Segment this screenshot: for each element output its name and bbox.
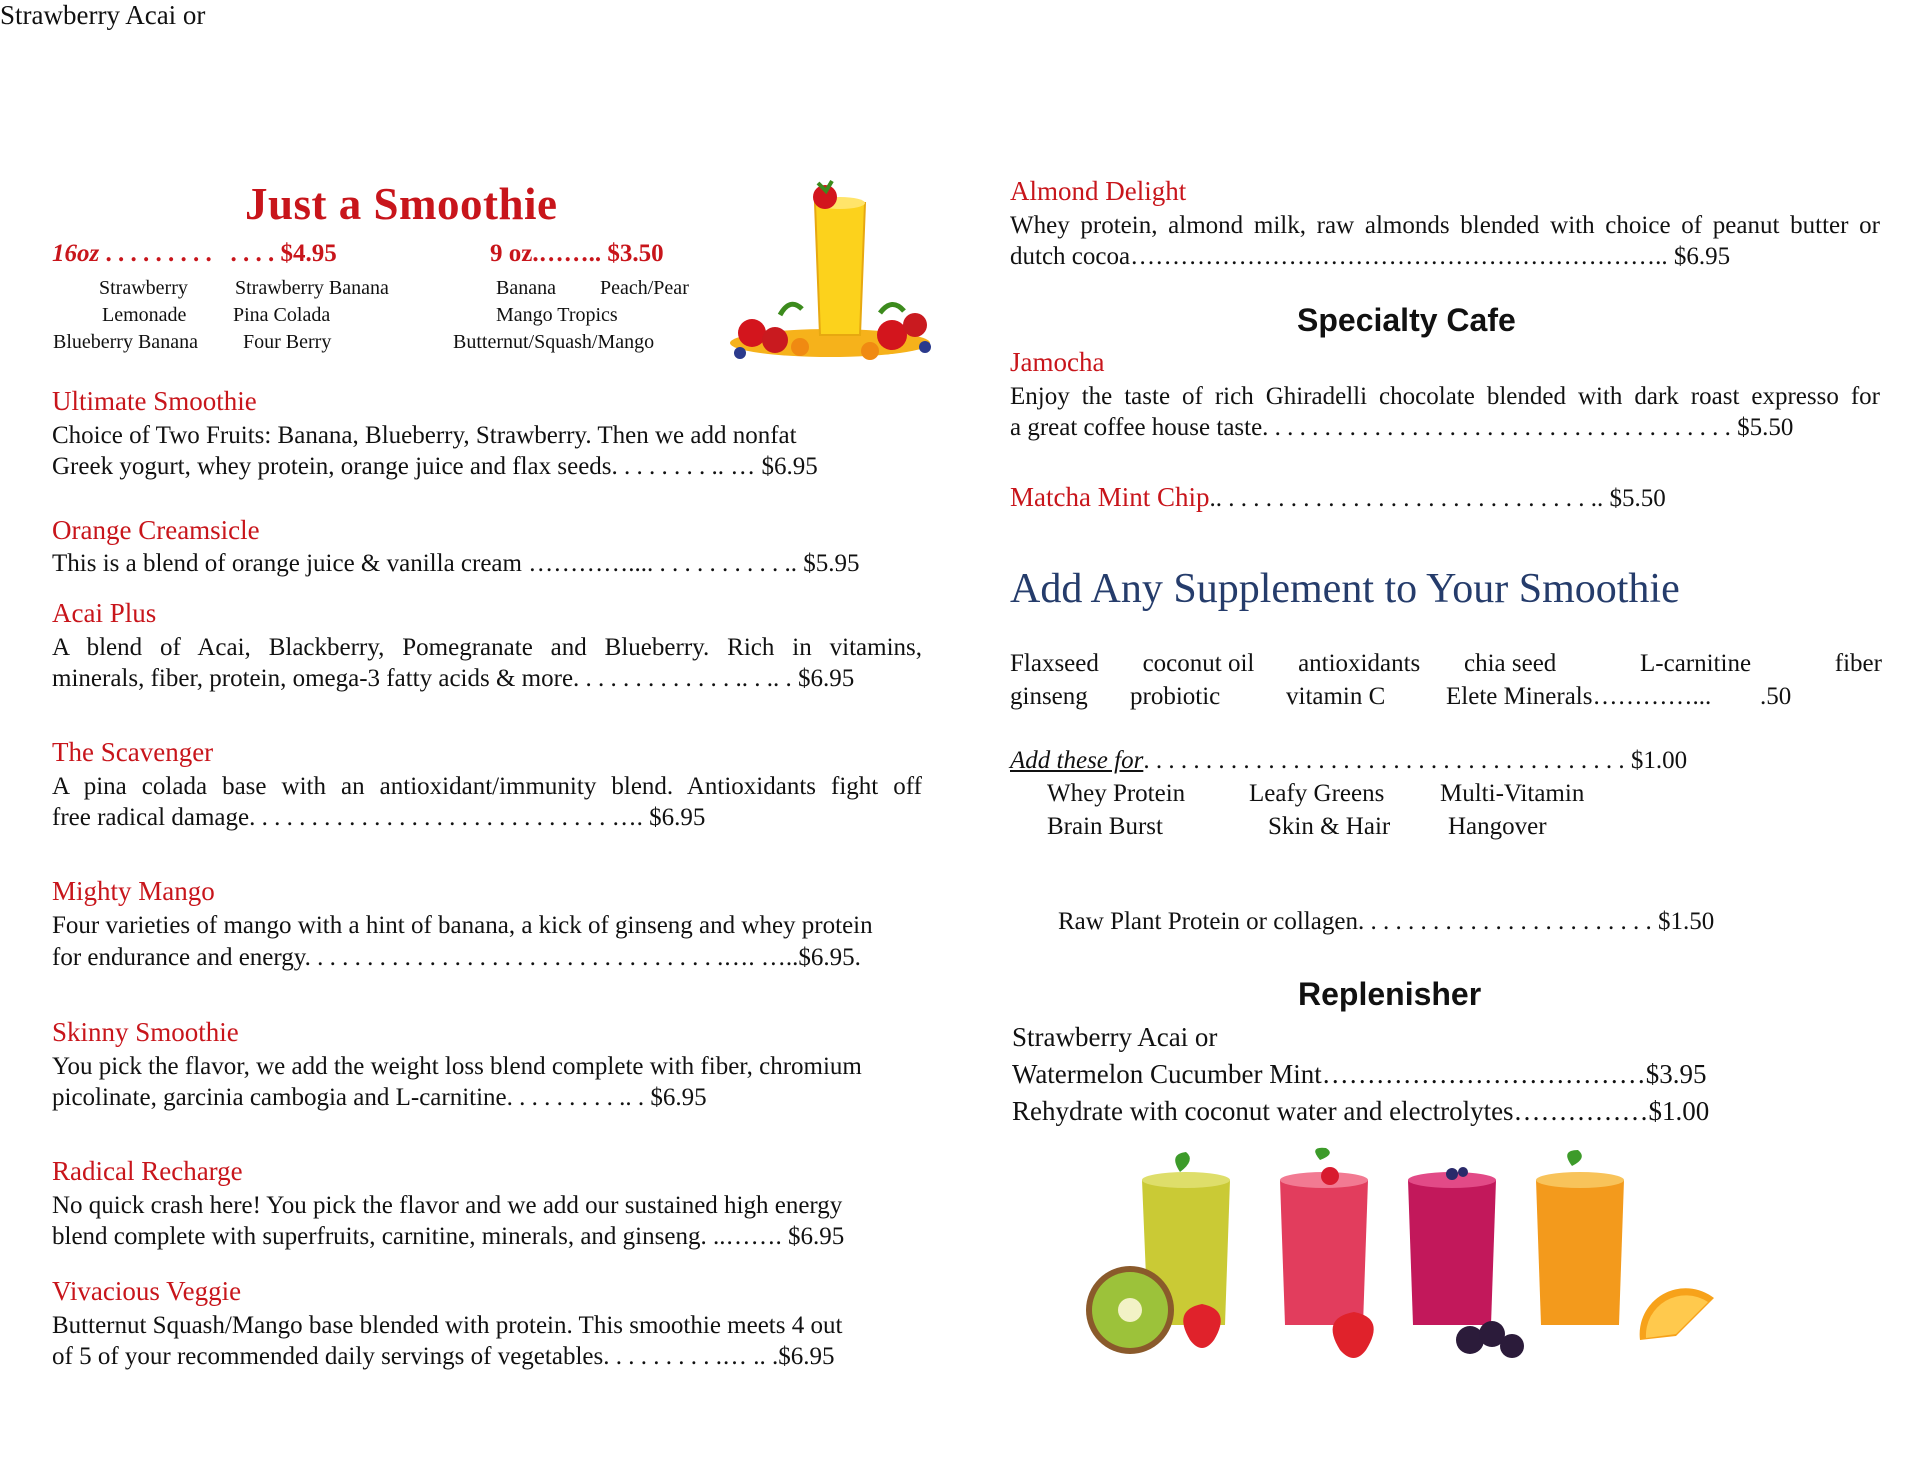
flavor-butternut: Butternut/Squash/Mango — [453, 331, 655, 353]
replenisher-line: Strawberry Acai or — [0, 0, 206, 30]
item-orange-creamsicle: Orange Creamsicle — [52, 515, 260, 545]
item-description: No quick crash here! You pick the flavor and we add our sustained high energy — [52, 1192, 843, 1219]
supplement-coconut-oil: coconut oil — [1142, 650, 1255, 677]
flavor-banana: Banana — [496, 277, 556, 299]
flavor-four-berry: Four Berry — [243, 331, 332, 353]
item-description: for endurance and energy. . . . . . . . . . . . . . . . . . . . . . . . . . . . . . . . . .…. …..$6.95. — [52, 944, 861, 971]
supplement-elete-price: .50 — [1760, 683, 1792, 710]
supplement-antioxidants: antioxidants — [1298, 650, 1421, 677]
flavor-strawberry-banana: Strawberry Banana — [235, 277, 389, 299]
flavor-lemonade: Lemonade — [102, 304, 187, 326]
flavor-peach-pear: Peach/Pear — [600, 277, 689, 299]
item-description: You pick the flavor, we add the weight loss blend complete with fiber, chromium — [52, 1053, 862, 1080]
matcha-name: Matcha Mint Chip — [1010, 482, 1210, 512]
addon-hangover: Hangover — [1448, 813, 1547, 840]
supplement-vitamin-c: vitamin C — [1286, 683, 1386, 710]
add-these-line — [1010, 745, 1687, 776]
replenisher-line-3: Rehydrate with coconut water and electrolytes……………$1.00 — [1012, 1096, 1710, 1126]
supplement-row-1 — [1010, 648, 1882, 679]
addon-brain-burst: Brain Burst — [1047, 813, 1163, 840]
addon-multi-vitamin: Multi-Vitamin — [1440, 780, 1585, 807]
item-description: Enjoy the taste of rich Ghiradelli chocolate blended with dark roast expresso for — [1010, 383, 1880, 410]
supplement-l-carnitine: L-carnitine — [1640, 650, 1752, 677]
replenisher-line-2: Watermelon Cucumber Mint………………………………$3.95 — [1012, 1059, 1707, 1089]
smoothie-glass-image — [720, 175, 940, 370]
item-jamocha: Jamocha — [1010, 347, 1105, 377]
item-ultimate-smoothie: Ultimate Smoothie — [52, 386, 257, 416]
addon-skin-hair: Skin & Hair — [1268, 813, 1391, 840]
specialty-cafe-heading: Specialty Cafe — [1297, 302, 1516, 338]
replenisher-heading: Replenisher — [1298, 976, 1482, 1012]
item-description: a great coffee house taste. . . . . . . . . . . . . . . . . . . . . . . . . . . . . . . . . . . . . . $5.50 — [1010, 414, 1794, 441]
supplement-probiotic: probiotic — [1130, 683, 1221, 710]
item-acai-plus: Acai Plus — [52, 598, 157, 628]
supplement-elete: Elete Minerals…………... — [1446, 683, 1712, 710]
item-description: dutch cocoa……………………………………………………….. $6.95 — [1010, 243, 1731, 270]
item-description: This is a blend of orange juice & vanilla cream ………….... . . . . . . . . . . .. $5.95 — [52, 550, 860, 577]
item-the-scavenger: The Scavenger — [52, 737, 214, 767]
add-these-label: Add these for — [1010, 747, 1144, 774]
item-description: blend complete with superfruits, carnitine, minerals, and ginseng. ..……. $6.95 — [52, 1223, 845, 1250]
supplement-heading: Add Any Supplement to Your Smoothie — [1010, 566, 1680, 612]
addon-leafy-greens: Leafy Greens — [1249, 780, 1385, 807]
item-description: Greek yogurt, whey protein, orange juice and flax seeds. . . . . . . . .. … $6.95 — [52, 453, 818, 480]
supplement-ginseng: ginseng — [1010, 683, 1088, 710]
add-these-price: . . . . . . . . . . . . . . . . . . . . . . . . . . . . . . . . . . . . . . . $1.00 — [1143, 747, 1688, 774]
item-vivacious-veggie: Vivacious Veggie — [52, 1276, 242, 1306]
replenisher-line-1: Strawberry Acai or — [1012, 1022, 1218, 1052]
item-skinny-smoothie: Skinny Smoothie — [52, 1017, 239, 1047]
item-almond-delight: Almond Delight — [1010, 176, 1187, 206]
item-description: A pina colada base with an antioxidant/immunity blend. Antioxidants fight off — [52, 773, 922, 800]
item-matcha-mint-chip — [1010, 482, 1666, 514]
flavor-strawberry: Strawberry — [99, 277, 188, 299]
item-description: free radical damage. . . . . . . . . . . . . . . . . . . . . . . . . . . . . …. $6.95 — [52, 804, 706, 831]
size-small-price: 9 oz.…….. $3.50 — [490, 240, 664, 267]
item-radical-recharge: Radical Recharge — [52, 1156, 243, 1186]
flavor-blueberry-banana: Blueberry Banana — [53, 331, 198, 353]
flavor-mango-tropics: Mango Tropics — [496, 304, 618, 326]
smoothie-glasses-image — [1080, 1150, 1740, 1380]
size-large-price-text: . . . . . . . . . . . . . $4.95 — [99, 240, 337, 267]
size-large-label: 16oz — [52, 240, 100, 267]
supplement-fiber: fiber — [1834, 650, 1882, 677]
item-description: picolinate, garcinia cambogia and L-carnitine. . . . . . . . . .. . $6.95 — [52, 1084, 707, 1111]
addon-whey-protein: Whey Protein — [1047, 780, 1186, 807]
item-description: minerals, fiber, protein, omega-3 fatty acids & more. . . . . . . . . . . . . .. . .. . $6.95 — [52, 665, 855, 692]
supplement-flaxseed: Flaxseed — [1010, 650, 1099, 677]
item-description: Four varieties of mango with a hint of banana, a kick of ginseng and whey protein — [52, 912, 873, 939]
size-large-price — [52, 240, 337, 268]
item-description: Choice of Two Fruits: Banana, Blueberry, Strawberry. Then we add nonfat — [52, 422, 797, 449]
item-mighty-mango: Mighty Mango — [52, 876, 215, 906]
matcha-price: .. . . . . . . . . . . . . . . . . . . . . . . . . . . . . . .. $5.50 — [1209, 485, 1666, 512]
item-description: A blend of Acai, Blackberry, Pomegranate and Blueberry. Rich in vitamins, — [52, 634, 922, 661]
item-description: Whey protein, almond milk, raw almonds blended with choice of peanut butter or — [1010, 212, 1880, 239]
item-description: of 5 of your recommended daily servings of vegetables. . . . . . . . . .… .. .$6.95 — [52, 1343, 835, 1370]
item-description: Butternut Squash/Mango base blended with protein. This smoothie meets 4 out — [52, 1312, 843, 1339]
menu-title: Just a Smoothie — [245, 179, 558, 229]
supplement-chia-seed: chia seed — [1463, 650, 1557, 677]
raw-plant-protein: Raw Plant Protein or collagen. . . . . . . . . . . . . . . . . . . . . . . . $1.50 — [1058, 908, 1715, 935]
flavor-pina-colada: Pina Colada — [233, 304, 331, 326]
